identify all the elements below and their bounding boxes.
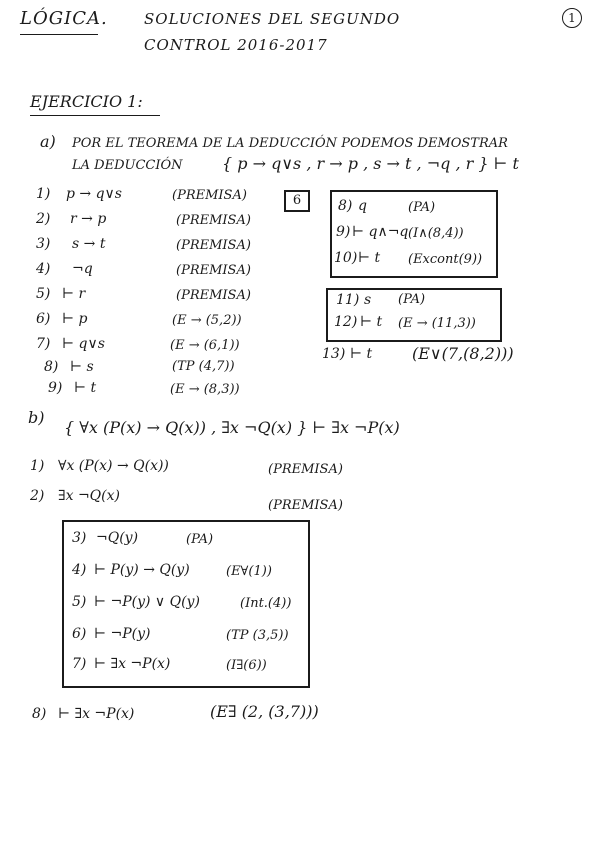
sub2-num: 11): [336, 292, 360, 308]
step-num: 7): [36, 336, 51, 352]
sub1-expr: q: [358, 198, 367, 214]
pb-sub-expr: ⊢ P(y) → Q(y): [94, 562, 190, 578]
step-num: 2): [36, 211, 51, 227]
step-expr: ¬q: [72, 261, 93, 277]
step-expr: ⊢ s: [70, 359, 94, 375]
step-expr: r → p: [70, 211, 107, 227]
partb-step8-just: (E∃ (2, (3,7))): [210, 702, 319, 721]
step-expr: ⊢ t: [74, 380, 97, 396]
sub1-expr: ⊢ t: [358, 250, 381, 266]
sub2-just: (E → (11,3)): [398, 316, 476, 331]
step-just: (PREMISA): [176, 263, 251, 278]
sub2-expr: s: [364, 292, 372, 308]
sub2-expr: ⊢ t: [360, 314, 383, 330]
doc-subtitle-1: SOLUCIONES DEL SEGUNDO: [144, 10, 401, 28]
partb-step-just: (PREMISA): [268, 462, 343, 477]
step13-num: 13): [322, 346, 346, 362]
pb-sub-expr: ⊢ ¬P(y) ∨ Q(y): [94, 594, 200, 610]
pb-sub-expr: ¬Q(y): [96, 530, 139, 546]
step-expr: p → q∨s: [66, 186, 122, 202]
partb-step-expr: ∃x ¬Q(x): [58, 488, 120, 504]
pb-sub-expr: ⊢ ¬P(y): [94, 626, 151, 642]
pb-sub-num: 7): [72, 656, 87, 672]
doc-subtitle-2: CONTROL 2016-2017: [144, 36, 328, 54]
step-just: (E → (5,2)): [172, 313, 242, 328]
step13-expr: ⊢ t: [350, 346, 373, 362]
pb-sub-just: (TP (3,5)): [226, 628, 289, 643]
step13-just: (E∨(7,(8,2))): [412, 344, 514, 363]
sub1-num: 10): [334, 250, 358, 266]
sub1-just: (I∧(8,4)): [408, 226, 464, 241]
step-just: (PREMISA): [176, 288, 251, 303]
pb-sub-just: (I∃(6)): [226, 658, 267, 673]
step-just: (PREMISA): [172, 188, 247, 203]
sub1-just: (PA): [408, 200, 436, 215]
marker-box: 6: [284, 190, 310, 212]
part-a-text-1: POR EL TEOREMA DE LA DEDUCCIÓN PODEMOS DEMOSTRAR: [72, 136, 508, 151]
step-num: 5): [36, 286, 51, 302]
sub1-num: 8): [338, 198, 353, 214]
pb-sub-expr: ⊢ ∃x ¬P(x): [94, 656, 171, 672]
page-number: 1: [562, 8, 582, 28]
partb-step-num: 2): [30, 488, 45, 504]
step-num: 9): [48, 380, 63, 396]
step-num: 1): [36, 186, 51, 202]
part-b-label: b): [28, 408, 45, 427]
sub2-just: (PA): [398, 292, 426, 307]
sub2-num: 12): [334, 314, 358, 330]
part-a-label: a): [40, 132, 56, 151]
step-expr: ⊢ p: [62, 311, 88, 327]
step-just: (E → (6,1)): [170, 338, 240, 353]
title-underline: [20, 34, 98, 35]
step-num: 4): [36, 261, 51, 277]
partb-step8-expr: ⊢ ∃x ¬P(x): [58, 706, 135, 722]
step-num: 8): [44, 359, 59, 375]
part-b-formula: { ∀x (P(x) → Q(x)) , ∃x ¬Q(x) } ⊢ ∃x ¬P(x): [64, 418, 400, 437]
pb-sub-num: 3): [72, 530, 87, 546]
part-a-formula: { p → q∨s , r → p , s → t , ¬q , r } ⊢ t: [222, 154, 519, 173]
doc-title: LÓGICA.: [20, 8, 108, 29]
pb-sub-num: 4): [72, 562, 87, 578]
step-just: (PREMISA): [176, 213, 251, 228]
partb-step-just: (PREMISA): [268, 498, 343, 513]
sub1-expr: ⊢ q∧¬q: [352, 224, 409, 240]
partb-step-num: 1): [30, 458, 45, 474]
pb-sub-num: 6): [72, 626, 87, 642]
step-num: 3): [36, 236, 51, 252]
pb-sub-num: 5): [72, 594, 87, 610]
partb-step8-num: 8): [32, 706, 47, 722]
pb-sub-just: (Int.(4)): [240, 596, 292, 611]
exercise-title: EJERCICIO 1:: [30, 92, 143, 111]
step-expr: ⊢ r: [62, 286, 86, 302]
step-just: (TP (4,7)): [172, 359, 235, 374]
pb-sub-just: (E∀(1)): [226, 564, 272, 579]
part-a-text-2: LA DEDUCCIÓN: [72, 158, 183, 173]
pb-sub-just: (PA): [186, 532, 214, 547]
partb-step-expr: ∀x (P(x) → Q(x)): [58, 458, 169, 474]
sub1-just: (Excont(9)): [408, 252, 483, 267]
exercise-underline: [30, 115, 160, 116]
step-expr: s → t: [72, 236, 106, 252]
step-just: (E → (8,3)): [170, 382, 240, 397]
sub1-num: 9): [336, 224, 351, 240]
step-expr: ⊢ q∨s: [62, 336, 105, 352]
step-num: 6): [36, 311, 51, 327]
step-just: (PREMISA): [176, 238, 251, 253]
